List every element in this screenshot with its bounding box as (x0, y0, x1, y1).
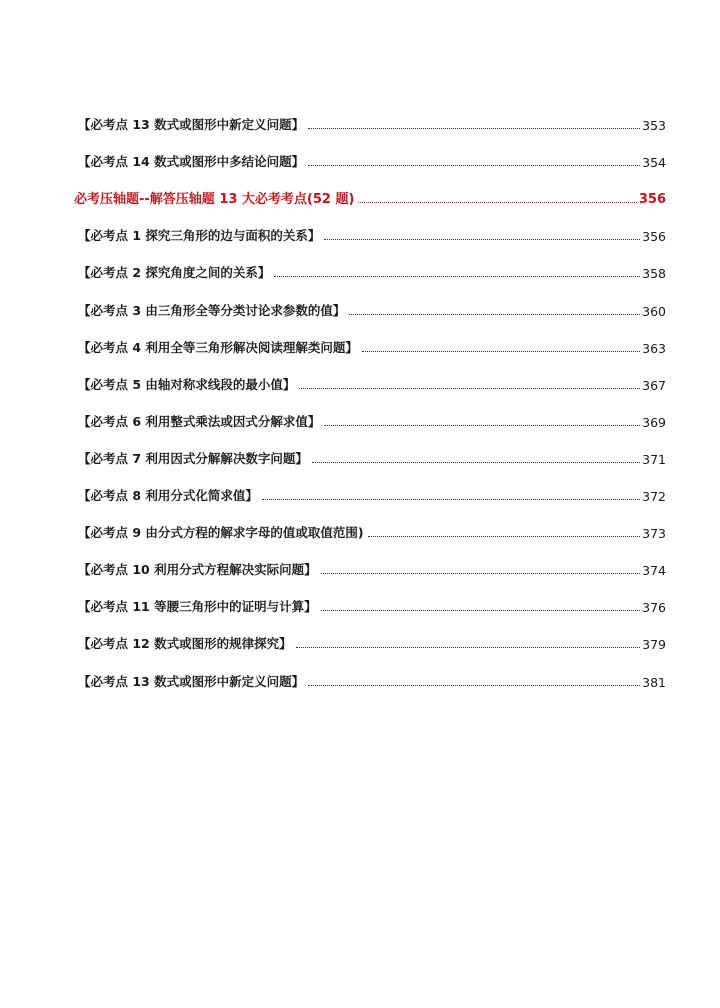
toc-entry-8[interactable] (78, 475, 666, 512)
toc-page-number: 379 (642, 637, 666, 653)
toc-entry-title: 【必考点 4 利用全等三角形解决阅读理解类问题】 (78, 339, 358, 355)
dot-leader (324, 425, 640, 426)
toc-entry-title: 【必考点 13 数式或图形中新定义问题】 (78, 673, 305, 689)
toc-entry-4[interactable] (78, 327, 666, 364)
toc-entry-title: 【必考点 11 等腰三角形中的证明与计算】 (78, 599, 317, 615)
toc-page-number: 369 (642, 414, 666, 430)
toc-entry-11[interactable] (78, 586, 666, 623)
toc-page-number: 372 (642, 489, 666, 505)
toc-page-number: 376 (642, 600, 666, 616)
toc-page-number: 360 (642, 303, 666, 319)
toc-page-number: 356 (642, 229, 666, 245)
dot-leader (296, 647, 641, 648)
dot-leader (262, 499, 640, 500)
toc-entry-14-multiple-conclusions[interactable] (78, 141, 666, 178)
toc-entry-13[interactable] (78, 660, 666, 697)
dot-leader (312, 462, 640, 463)
toc-section-final-questions[interactable] (74, 178, 666, 215)
dot-leader (308, 685, 640, 686)
toc-entry-5[interactable] (78, 364, 666, 401)
dot-leader (358, 202, 636, 203)
toc-entry-title: 【必考点 3 由三角形全等分类讨论求参数的值】 (78, 302, 346, 318)
toc-entry-title: 【必考点 5 由轴对称求线段的最小值】 (78, 376, 296, 392)
dot-leader (299, 388, 640, 389)
dot-leader (274, 276, 640, 277)
toc-entry-title: 【必考点 9 由分式方程的解求字母的值或取值范围) (78, 525, 364, 541)
dot-leader (321, 610, 641, 611)
toc-page-number: 354 (642, 155, 666, 171)
toc-page-number: 353 (642, 118, 666, 134)
dot-leader (308, 128, 640, 129)
toc-page-number: 381 (642, 674, 666, 690)
toc-entry-title: 【必考点 6 利用整式乘法或因式分解求值】 (78, 413, 321, 429)
toc-page-number: 371 (642, 451, 666, 467)
toc-page-number: 373 (642, 526, 666, 542)
dot-leader (349, 314, 640, 315)
toc-entry-2[interactable] (78, 252, 666, 289)
toc-entry-6[interactable] (78, 401, 666, 438)
dot-leader (321, 573, 641, 574)
toc-entry-13-new-definition[interactable] (78, 104, 666, 141)
toc-entry-7[interactable] (78, 438, 666, 475)
toc-entry-title: 【必考点 8 利用分式化简求值】 (78, 488, 258, 504)
toc-page-number: 374 (642, 563, 666, 579)
toc-section-title: 必考压轴题--解答压轴题 13 大必考考点(52 题) (74, 192, 355, 208)
toc-entry-3[interactable] (78, 289, 666, 326)
toc-page-number: 356 (638, 192, 666, 208)
toc-entry-title: 【必考点 13 数式或图形中新定义问题】 (78, 117, 305, 133)
toc-entry-title: 【必考点 7 利用因式分解解决数字问题】 (78, 450, 308, 466)
toc-page-number: 367 (642, 377, 666, 393)
toc-entry-title: 【必考点 2 探究角度之间的关系】 (78, 265, 271, 281)
toc-entry-title: 【必考点 12 数式或图形的规律探究】 (78, 636, 292, 652)
toc-entry-title: 【必考点 1 探究三角形的边与面积的关系】 (78, 228, 321, 244)
dot-leader (368, 536, 641, 537)
toc-entry-10[interactable] (78, 549, 666, 586)
dot-leader (308, 165, 640, 166)
toc-page-number: 358 (642, 266, 666, 282)
toc-entry-title: 【必考点 10 利用分式方程解决实际问题】 (78, 562, 317, 578)
toc-page-number: 363 (642, 340, 666, 356)
dot-leader (362, 351, 640, 352)
dot-leader (324, 239, 640, 240)
toc-entry-1[interactable] (78, 215, 666, 252)
toc-entry-12[interactable] (78, 623, 666, 660)
toc-entry-9[interactable] (78, 512, 666, 549)
toc-entry-title: 【必考点 14 数式或图形中多结论问题】 (78, 154, 305, 170)
table-of-contents (74, 104, 666, 698)
